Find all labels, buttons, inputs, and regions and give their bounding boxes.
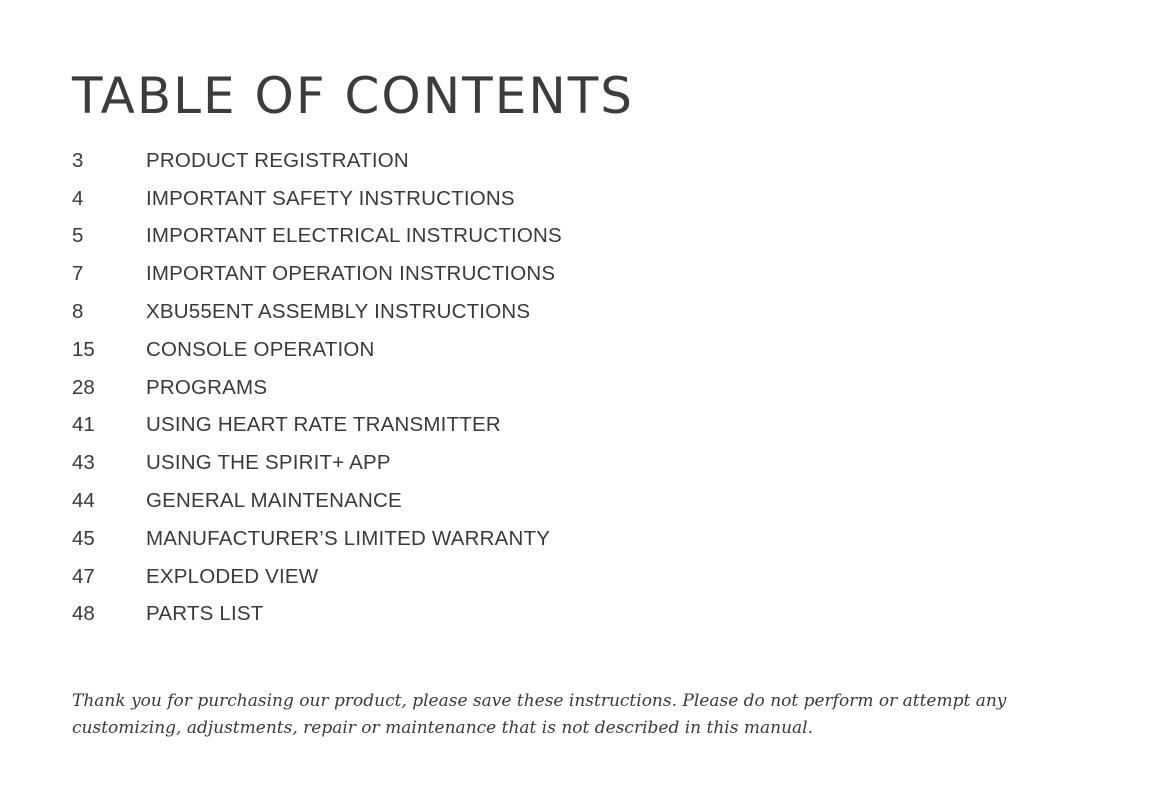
toc-entry[interactable] bbox=[72, 180, 562, 218]
toc-entry-title: PARTS LIST bbox=[146, 602, 264, 626]
page-title: TABLE OF CONTENTS bbox=[72, 67, 635, 125]
toc-entry[interactable] bbox=[72, 255, 562, 293]
toc-entry[interactable] bbox=[72, 596, 562, 634]
toc-entry-title: XBU55ENT ASSEMBLY INSTRUCTIONS bbox=[146, 300, 531, 324]
toc-entry-title: USING HEART RATE TRANSMITTER bbox=[146, 413, 501, 437]
toc-entry[interactable] bbox=[72, 293, 562, 331]
note-line: Thank you for purchasing our product, please save these instructions. Please do not perform or attempt any bbox=[72, 691, 1007, 711]
toc-page-number: 45 bbox=[72, 526, 95, 550]
toc-entry[interactable] bbox=[72, 520, 562, 558]
thank-you-note bbox=[72, 688, 1072, 742]
toc-page-number: 5 bbox=[72, 224, 84, 248]
toc-page-number: 41 bbox=[72, 413, 95, 437]
toc-page-number: 48 bbox=[72, 602, 95, 626]
toc-entry-title: GENERAL MAINTENANCE bbox=[146, 489, 402, 513]
toc-page-number: 15 bbox=[72, 337, 95, 361]
toc-entry[interactable] bbox=[72, 142, 562, 180]
toc-entry[interactable] bbox=[72, 218, 562, 256]
toc-page-number: 4 bbox=[72, 186, 84, 210]
toc-entry[interactable] bbox=[72, 482, 562, 520]
toc-entry-title: IMPORTANT ELECTRICAL INSTRUCTIONS bbox=[146, 224, 562, 248]
toc-entry[interactable] bbox=[72, 558, 562, 596]
note-line: customizing, adjustments, repair or maintenance that is not described in this manual. bbox=[72, 718, 814, 738]
toc-page-number: 43 bbox=[72, 451, 95, 475]
toc-entry-title: CONSOLE OPERATION bbox=[146, 337, 375, 361]
toc-entry-title: IMPORTANT SAFETY INSTRUCTIONS bbox=[146, 186, 515, 210]
toc-entry[interactable] bbox=[72, 331, 562, 369]
toc-entry-title: PROGRAMS bbox=[146, 375, 268, 399]
toc-entry-title: MANUFACTURER’S LIMITED WARRANTY bbox=[146, 526, 551, 550]
toc-page-number: 8 bbox=[72, 300, 84, 324]
table-of-contents bbox=[72, 142, 562, 633]
toc-entry-title: EXPLODED VIEW bbox=[146, 564, 319, 588]
toc-page-number: 7 bbox=[72, 262, 84, 286]
toc-page-number: 3 bbox=[72, 148, 84, 172]
toc-entry[interactable] bbox=[72, 369, 562, 407]
toc-page-number: 44 bbox=[72, 489, 95, 513]
toc-entry[interactable] bbox=[72, 444, 562, 482]
toc-entry-title: USING THE SPIRIT+ APP bbox=[146, 451, 391, 475]
toc-page-number: 28 bbox=[72, 375, 95, 399]
toc-entry-title: PRODUCT REGISTRATION bbox=[146, 148, 409, 172]
toc-entry-title: IMPORTANT OPERATION INSTRUCTIONS bbox=[146, 262, 556, 286]
toc-entry[interactable] bbox=[72, 407, 562, 445]
toc-page-number: 47 bbox=[72, 564, 95, 588]
